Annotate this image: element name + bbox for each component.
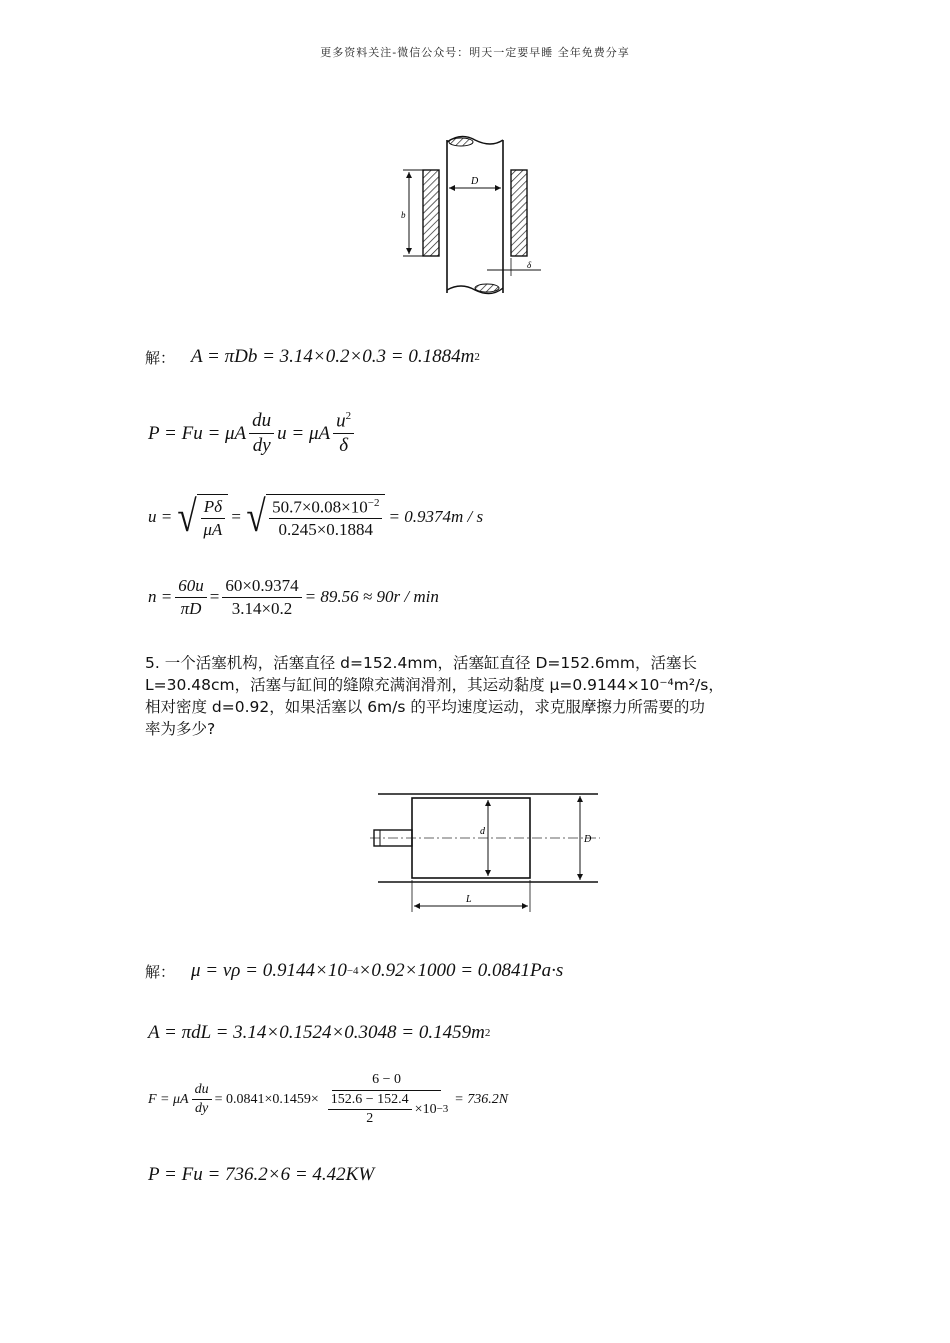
figure1-label-delta: δ (527, 260, 532, 270)
sol1-eq-velocity-eq: = (231, 506, 241, 526)
sol2-eq-area-unit: m (471, 1022, 485, 1043)
sol1-eq-speed-frac2: $\frac{60\times 0.9374}{3.14\times 0.2}$ (222, 576, 301, 618)
sol1-eq-area-unit: m (460, 346, 475, 367)
sol1-eq-velocity-root2: √ $\frac{50.7\times 0.08\times 10^{-2}}{0.245\times 0.1884}$ (244, 494, 386, 540)
sol1-eq-speed-result: = 89.56 ≈ 90r / min (304, 587, 439, 607)
sol1-eq-area-exp: 2 (474, 351, 480, 363)
problem-5-text (145, 652, 825, 740)
sol1-eq-velocity (148, 491, 484, 541)
sol1-eq-power-mid: u = μA (277, 422, 331, 444)
figure2-label-L: L (466, 894, 472, 905)
figure1-label-D: D (471, 176, 479, 187)
sol2-eq-area-exp: 2 (484, 1027, 491, 1039)
sol1-eq-area-text: A = πDb = 3.14×0.2×0.3 = 0.1884 (191, 346, 461, 367)
figure-piston-cylinder (350, 780, 610, 920)
sol2-eq-viscosity-rest: ×0.92×1000 = 0.0841Pa·s (358, 960, 564, 981)
sol1-eq-speed-frac1: $\frac{60u}{\pi D}$ (175, 576, 207, 618)
sol2-eq-viscosity-exp: −4 (346, 965, 359, 977)
sol1-eq-velocity-root1: √ $\frac{P\delta}{\mu A}$ (175, 494, 228, 539)
sol2-eq-force-result: = 736.2N (454, 1091, 509, 1107)
sol2-eq-force-lhs: F = μA (148, 1091, 189, 1107)
sol1-eq-power-frac1: $\frac{du}{dy}$ (249, 410, 274, 457)
sol2-eq-force-frac1: $\frac{du}{dy}$ (192, 1082, 212, 1117)
problem-5-line3: 相对密度 d=0.92，如果活塞以 6m/s 的平均速度运动，求克服摩擦力所需要的功 (145, 698, 705, 716)
sol1-jie: 解： (145, 348, 176, 367)
figure1-label-b: b (401, 210, 406, 220)
sol1-eq-velocity-result: = 0.9374m / s (388, 506, 484, 526)
sol1-eq-power-frac2: $\frac{u^2}{\delta}$ (333, 410, 354, 457)
sol2-eq-viscosity (145, 960, 563, 982)
sol2-eq-viscosity-text: μ = νρ = 0.9144×10 (191, 960, 347, 981)
sol2-jie: 解： (145, 962, 176, 981)
sol2-eq-power (148, 1164, 374, 1186)
sol2-eq-area (148, 1022, 490, 1044)
sol1-eq-speed-lhs: n = (148, 587, 173, 607)
figure2-label-d: d (480, 826, 485, 837)
sol1-eq-power-lhs: P = Fu = μA (148, 422, 247, 444)
figure-shaft-bearing (395, 128, 555, 306)
sol2-eq-force-mid: = 0.0841×0.1459× (214, 1091, 319, 1107)
sol1-eq-velocity-lhs: u = (148, 506, 173, 526)
problem-5-line1: 5. 一个活塞机构，活塞直径 d=152.4mm，活塞缸直径 D=152.6mm，活塞长 (145, 654, 697, 672)
sol2-eq-power-text: P = Fu = 736.2×6 = 4.42KW (148, 1164, 375, 1185)
page-header: 更多资料关注-微信公众号：明天一定要早睡 全年免费分享 (320, 46, 630, 59)
problem-5-line4: 率为多少? (145, 720, 216, 738)
sol1-eq-speed-eq: = (209, 587, 220, 607)
sol1-eq-power (148, 410, 357, 457)
sol2-eq-force-frac2: 6 − 0 $\frac{152.6 - 152.4}{2}$ ×10 −3 (322, 1072, 452, 1127)
sol1-eq-area (145, 346, 480, 368)
sol1-eq-speed (148, 576, 439, 618)
figure2-label-D: D (584, 834, 592, 845)
problem-5-line2: L=30.48cm，活塞与缸间的缝隙充满润滑剂，其运动黏度 μ=0.9144×10⁻⁴m²/s， (145, 676, 724, 694)
sol2-eq-force (148, 1072, 508, 1127)
sol2-eq-area-text: A = πdL = 3.14×0.1524×0.3048 = 0.1459 (148, 1022, 472, 1043)
